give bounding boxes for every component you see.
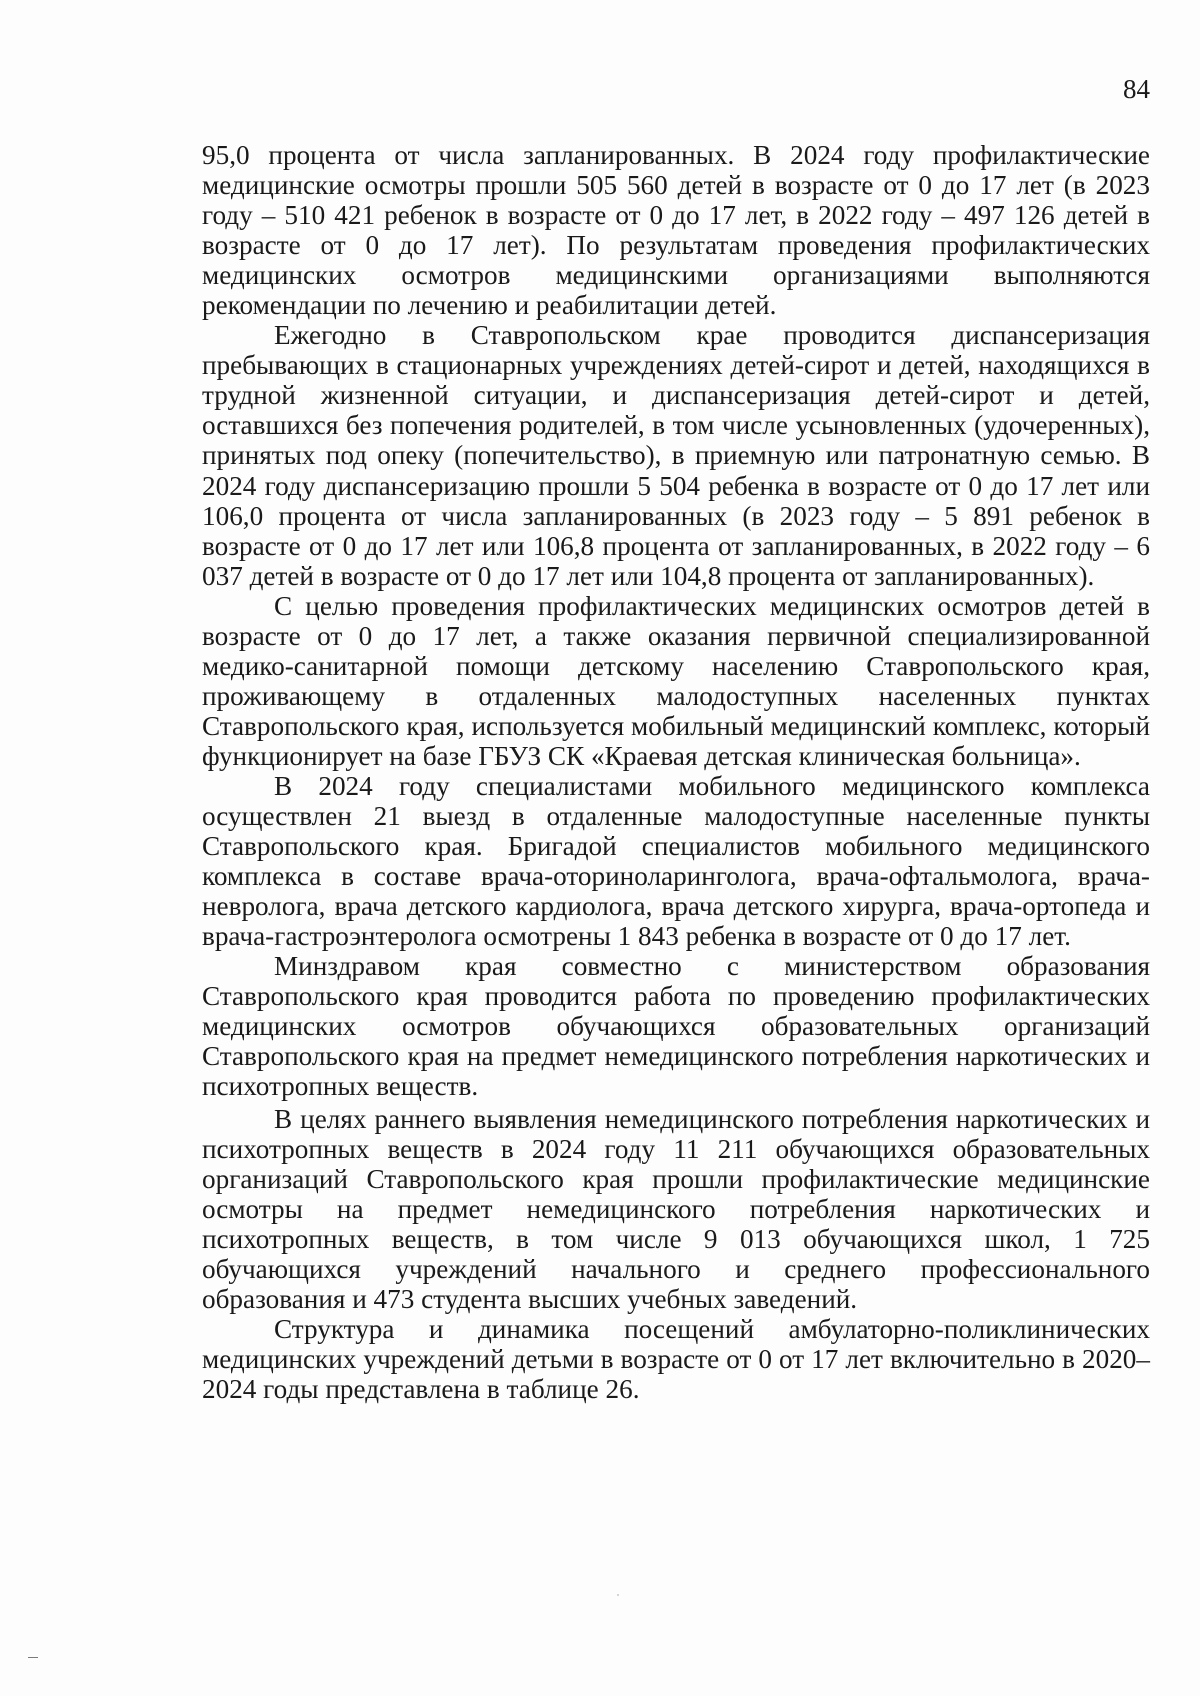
paragraph-2: Ежегодно в Ставропольском крае проводится диспансеризация пребывающих в стационарных учреждениях детей-сирот и детей, находящихся в трудной жизненной ситуации, и диспансеризация детей-сирот и детей, оставшихся без попечения родителей, в том числе усыновленных (удочеренных), принятых под опеку (попечительство), в приемную или патронатную семью. В 2024 году диспансеризацию прошли 5 504 ребенка в возрасте от 0 до 17 лет или 106,0 процента от числа запланированных (в 2023 году – 5 891 ребенок в возрасте от 0 до 17 лет или 106,8 процента от запланированных, в 2022 году – 6 037 детей в возрасте от 0 до 17 лет или 104,8 процента от запланированных). <box>202 320 1150 591</box>
body-text <box>202 140 1150 1404</box>
scan-speck <box>617 1594 619 1596</box>
paragraph-5: Минздравом края совместно с министерством образования Ставропольского края проводится работа по проведению профилактических медицинских осмотров обучающихся образовательных организаций Ставропольского края на предмет немедицинского потребления наркотических и психотропных веществ. <box>202 951 1150 1102</box>
paragraph-1: 95,0 процента от числа запланированных. В 2024 году профилактические медицинские осмотры прошли 505 560 детей в возрасте от 0 до 17 лет (в 2023 году – 510 421 ребенок в возрасте от 0 до 17 лет, в 2022 году – 497 126 детей в возрасте от 0 до 17 лет). По результатам проведения профилактических медицинских осмотров медицинскими организациями выполняются рекомендации по лечению и реабилитации детей. <box>202 140 1150 321</box>
margin-mark <box>28 1657 38 1658</box>
paragraph-7: Структура и динамика посещений амбулаторно-поликлинических медицинских учреждений детьми в возрасте от 0 от 17 лет включительно в 2020–2024 годы представлена в таблице 26. <box>202 1313 1150 1404</box>
paragraph-4: В 2024 году специалистами мобильного медицинского комплекса осуществлен 21 выезд в отдаленные малодоступные населенные пункты Ставропольского края. Бригадой специалистов мобильного медицинского комплекса в составе врача-оториноларинголога, врача-офтальмолога, врача-невролога, врача детского кардиолога, врача детского хирурга, врача-ортопеда и врача-гастроэнтеролога осмотрены 1 843 ребенка в возрасте от 0 до 17 лет. <box>202 770 1150 952</box>
paragraph-3: С целью проведения профилактических медицинских осмотров детей в возрасте от 0 до 17 лет, а также оказания первичной специализированной медико-санитарной помощи детскому населению Ставропольского края, проживающему в отдаленных малодоступных населенных пунктах Ставропольского края, используется мобильный медицинский комплекс, который функционирует на базе ГБУЗ СК «Краевая детская клиническая больница». <box>202 590 1150 771</box>
paragraph-6: В целях раннего выявления немедицинского потребления наркотических и психотропных веществ в 2024 году 11 211 обучающихся образовательных организаций Ставропольского края прошли профилактические медицинские осмотры на предмет немедицинского потребления наркотических и психотропных веществ, в том числе 9 013 обучающихся школ, 1 725 обучающихся учреждений начального и среднего профессионального образования и 473 студента высших учебных заведений. <box>202 1103 1150 1314</box>
page-number: 84 <box>1123 74 1150 104</box>
